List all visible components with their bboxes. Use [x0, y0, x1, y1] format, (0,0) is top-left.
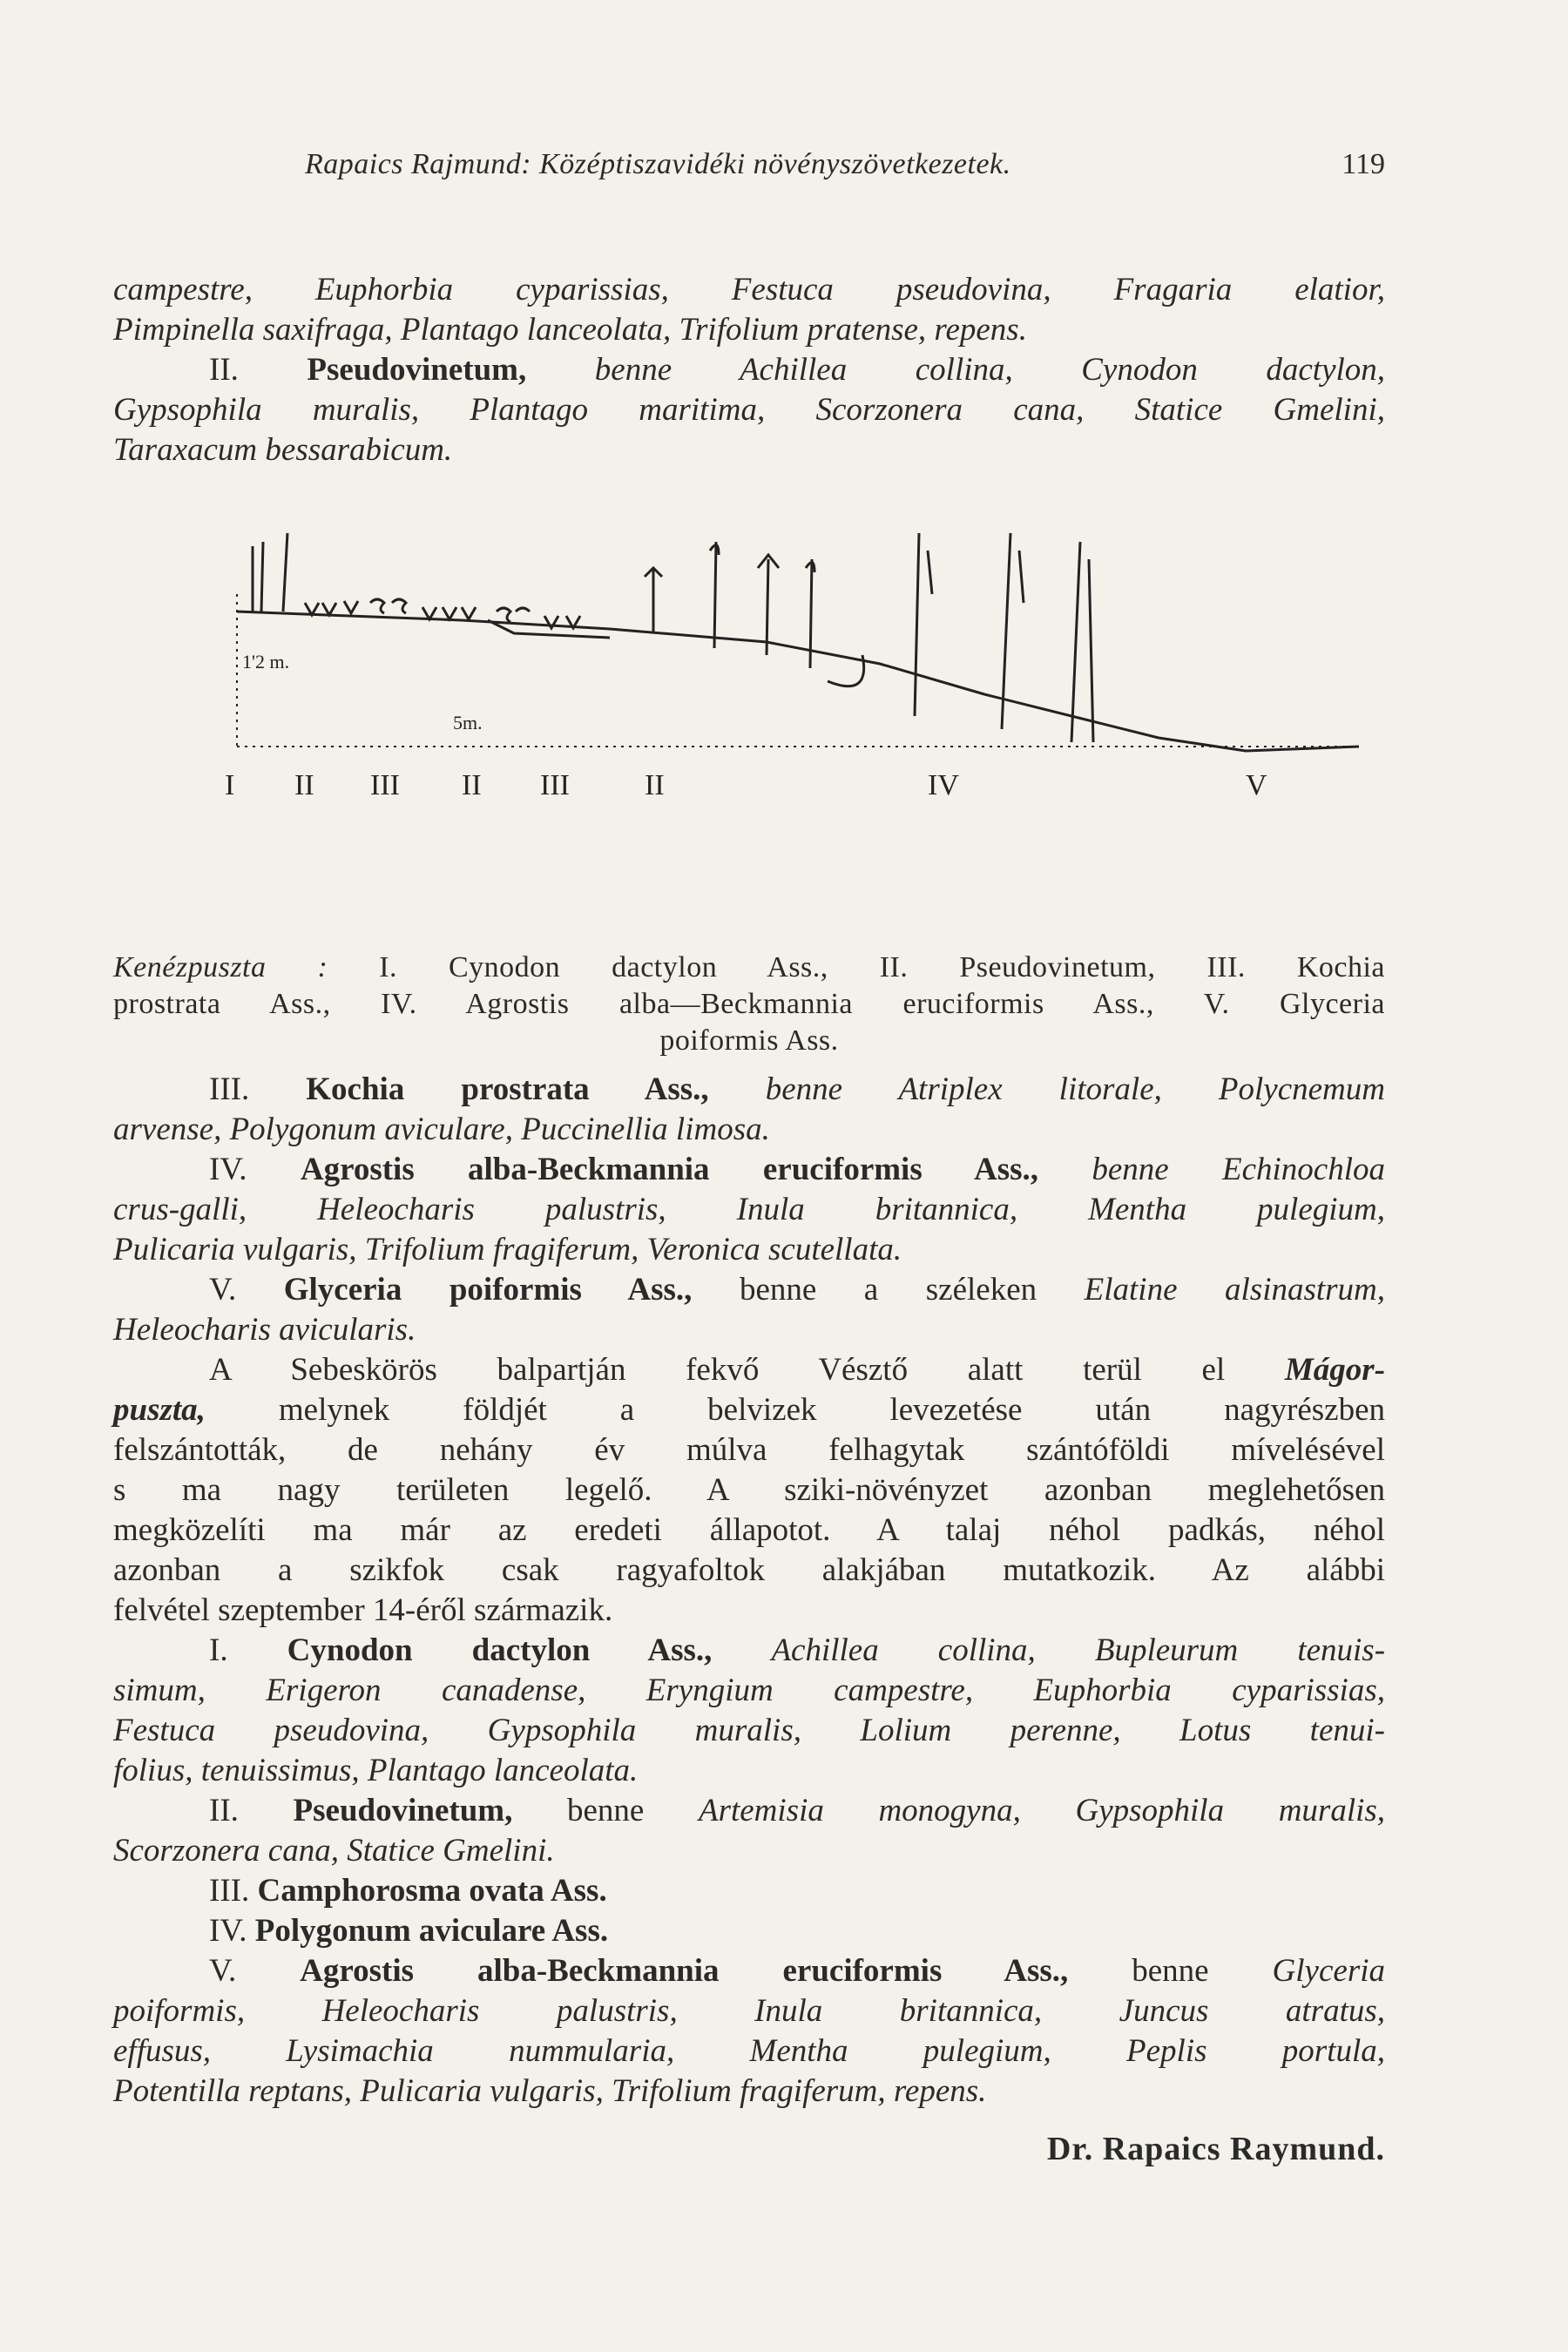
text-line [113, 1230, 1385, 1270]
association-number: IV. [209, 1152, 247, 1187]
zone-label: II [294, 769, 314, 801]
text-line: azonban a szikfok csak ragyafoltok alakjában mutatkozik. Az alábbi [113, 1552, 1385, 1588]
association-name: Kochia prostrata Ass., [306, 1071, 709, 1107]
text-line: felszántották, de nehány év múlva felhagytak szántóföldi mívelésével [113, 1432, 1385, 1468]
text-line [113, 1951, 1385, 1991]
author-signature: Dr. Rapaics Raymund. [1046, 2131, 1385, 2167]
text-line: poiformis Ass. [659, 1024, 839, 1057]
paragraph-magor-associations [113, 1631, 1385, 2112]
species-text: Taraxacum bessarabicum. [113, 432, 453, 468]
species-text: Glyceria [1272, 1953, 1385, 1989]
species-text: Pulicaria vulgaris, Trifolium fragiferum, Veronica scutellata. [113, 1232, 902, 1267]
text-line [113, 1991, 1385, 2031]
caption-text: I. Cynodon dactylon Ass., II. Pseudovinetum, III. Kochia [379, 951, 1386, 983]
species-text: effusus, Lysimachia nummularia, Mentha pulegium, Peplis portula, [113, 2033, 1385, 2069]
species-text: folius, tenuissimus, Plantago lanceolata. [113, 1753, 639, 1788]
text-line [113, 1350, 1385, 1390]
zone-label: V [1246, 769, 1267, 801]
text-line [113, 390, 1385, 430]
paragraph-kenez-associations [113, 1070, 1385, 1350]
association-name: Glyceria poiformis Ass., [283, 1272, 693, 1308]
association-number: III. [209, 1071, 250, 1107]
profile-drawing [200, 481, 1368, 899]
text-line [113, 1711, 1385, 1751]
association-name: Pseudovinetum, [307, 352, 527, 388]
zone-label: IV [928, 769, 959, 801]
caption-place: Kenézpuszta : [113, 951, 328, 983]
association-number: II. [209, 352, 239, 388]
species-text: Pimpinella saxifraga, Plantago lanceolata, Trifolium pratense, repens. [113, 312, 1027, 348]
species-text: Artemisia monogyna, Gypsophila muralis, [698, 1793, 1386, 1828]
text-line [113, 1150, 1385, 1190]
height-scale-label: 1'2 m. [242, 651, 290, 672]
text-line [113, 270, 1385, 310]
body-text: A Sebeskörös balpartján fekvő Vésztő alatt terül el [209, 1352, 1226, 1388]
zone-label: III [370, 769, 400, 801]
paragraph-pseudovinetum [113, 350, 1385, 470]
zone-label: III [540, 769, 570, 801]
text-line [113, 1831, 1385, 1871]
figure-caption [113, 950, 1385, 1059]
length-scale-label: 5m. [453, 712, 483, 733]
text-line [113, 950, 1385, 986]
text-line [113, 1310, 1385, 1350]
text-line [113, 1110, 1385, 1150]
text-line: megközelíti ma már az eredeti állapotot. A talaj néhol padkás, néhol [113, 1512, 1385, 1548]
species-text: benne Achillea collina, Cynodon dactylon, [594, 352, 1386, 388]
association-name: Cynodon dactylon Ass., [287, 1632, 713, 1668]
text-line [113, 2072, 1385, 2112]
association-name: Camphorosma ovata Ass. [257, 1873, 607, 1909]
species-text: Potentilla reptans, Pulicaria vulgaris, Trifolium fragiferum, repens. [113, 2073, 987, 2109]
zone-label: II [645, 769, 665, 801]
text-line: prostrata Ass., IV. Agrostis alba—Beckmannia eruciformis Ass., V. Glyceria [113, 988, 1385, 1020]
association-number: V. [209, 1953, 237, 1989]
text-line [113, 430, 1385, 470]
species-text: simum, Erigeron canadense, Eryngium campestre, Euphorbia cyparissias, [113, 1673, 1385, 1708]
body-text: benne [566, 1793, 645, 1828]
text-line [113, 1911, 1385, 1951]
text-line [113, 1070, 1385, 1110]
body-text: benne [1132, 1953, 1209, 1989]
place-name: Mágor- [1284, 1352, 1386, 1388]
text-line [113, 1190, 1385, 1230]
species-text: campestre, Euphorbia cyparissias, Festuca pseudovina, Fragaria elatior, [113, 272, 1385, 308]
species-text: Festuca pseudovina, Gypsophila muralis, Lolium perenne, Lotus tenui- [113, 1713, 1385, 1748]
page-number: 119 [1342, 148, 1385, 180]
paragraph-magorpuszta [113, 1350, 1385, 1631]
text-line [113, 1871, 1385, 1911]
association-number: I. [209, 1632, 228, 1668]
species-text: Elatine alsinastrum, [1084, 1272, 1386, 1308]
text-line [113, 1751, 1385, 1791]
association-number: IV. [209, 1913, 247, 1949]
vegetation-profile-figure [200, 481, 1368, 899]
species-text: benne Echinochloa [1092, 1152, 1386, 1187]
text-line [113, 310, 1385, 350]
place-name: puszta, [113, 1392, 206, 1428]
association-name: Pseudovinetum, [293, 1793, 513, 1828]
body-text: melynek földjét a belvizek levezetése után nagyrészben [278, 1392, 1386, 1428]
association-number: III. [209, 1873, 250, 1909]
text-line: felvétel szeptember 14-éről származik. [113, 1592, 613, 1628]
species-text: benne Atriplex litorale, Polycnemum [765, 1071, 1386, 1107]
text-line [113, 350, 1385, 390]
running-head [113, 148, 1385, 192]
association-number: V. [209, 1272, 237, 1308]
running-title: Rapaics Rajmund: Középtiszavidéki növényszövetkezetek. [305, 148, 1011, 180]
text-line [113, 2031, 1385, 2072]
text-line [113, 1671, 1385, 1711]
association-number: II. [209, 1793, 239, 1828]
text-line [113, 1631, 1385, 1671]
association-name: Polygonum aviculare Ass. [254, 1913, 609, 1949]
species-text: arvense, Polygonum aviculare, Puccinellia limosa. [113, 1112, 770, 1147]
zone-label: I [225, 769, 235, 801]
species-text: poiformis, Heleocharis palustris, Inula britannica, Juncus atratus, [113, 1993, 1385, 2029]
species-text: Gypsophila muralis, Plantago maritima, Scorzonera cana, Statice Gmelini, [113, 392, 1385, 428]
text-line [113, 1791, 1385, 1831]
text-line [113, 1390, 1385, 1430]
association-name: Agrostis alba-Beckmannia eruciformis Ass., [300, 1953, 1069, 1989]
species-text: Achillea collina, Bupleurum tenuis- [771, 1632, 1386, 1668]
text-line: s ma nagy területen legelő. A sziki-növényzet azonban meglehetősen [113, 1472, 1385, 1508]
zone-label: II [462, 769, 482, 801]
text-line [113, 1270, 1385, 1310]
species-text: crus-galli, Heleocharis palustris, Inula britannica, Mentha pulegium, [113, 1192, 1385, 1227]
species-text: Scorzonera cana, Statice Gmelini. [113, 1833, 555, 1869]
paragraph-species-list-1 [113, 270, 1385, 350]
association-name: Agrostis alba-Beckmannia eruciformis Ass., [300, 1152, 1039, 1187]
species-text: Heleocharis avicularis. [113, 1312, 416, 1348]
body-text: benne a széleken [739, 1272, 1037, 1308]
